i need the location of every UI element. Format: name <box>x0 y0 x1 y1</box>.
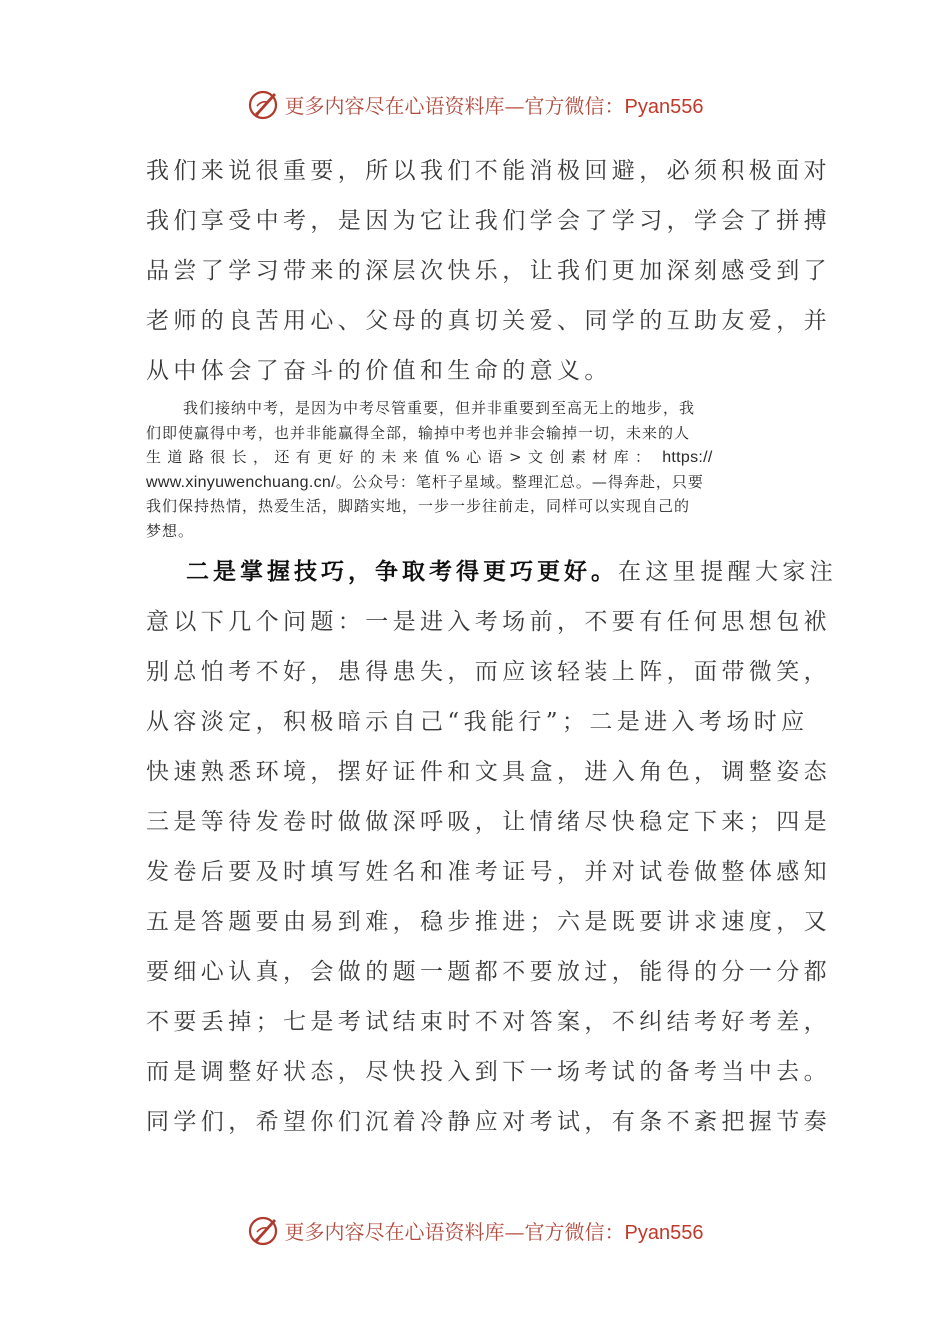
text-line: 生道路很长，还有更好的未来值%心语>文创素材库： https:// <box>146 448 713 466</box>
paragraph-1 <box>146 146 831 396</box>
text-line: 们即使赢得中考，也并非能赢得全部，输掉中考也并非会输掉一切，未来的人 <box>146 423 691 442</box>
text-line: 老师的良苦用心、父母的真切关爱、同学的互助友爱，并 <box>146 308 831 334</box>
footer-banner-text: 更多内容尽在心语资料库—官方微信：Pyan556 <box>284 1219 704 1244</box>
source-url-part2: www.xinyuwenchuang.cn/ <box>146 473 336 491</box>
header-wechat-id: Pyan556 <box>624 95 704 118</box>
text-line: 品尝了学习带来的深层次快乐，让我们更加深刻感受到了 <box>146 258 831 284</box>
text-line: 意以下几个问题：一是进入考场前，不要有任何思想包袱 <box>146 609 831 635</box>
text-line: 不要丢掉；七是考试结束时不对答案，不纠结考好考差， <box>146 1009 831 1035</box>
text-line: 我们接纳中考，是因为中考尽管重要，但并非重要到至高无上的地步，我 <box>183 399 696 417</box>
text-line: 发卷后要及时填写姓名和准考证号，并对试卷做整体感知 <box>146 859 831 885</box>
text-line: 快速熟悉环境，摆好证件和文具盒，进入角色，调整姿态 <box>146 759 831 785</box>
text-line: 我们享受中考，是因为它让我们学会了学习，学会了拼搏 <box>146 208 831 234</box>
text-line: 五是答题要由易到难，稳步推进；六是既要讲求速度，又 <box>146 909 831 935</box>
text-line: 我们保持热情，热爱生活，脚踏实地，一步一步往前走，同样可以实现自己的 <box>146 497 691 515</box>
text-line: 梦想。 <box>146 521 195 540</box>
quill-seal-logo-icon <box>247 1213 281 1247</box>
footer-banner <box>0 1210 950 1250</box>
quill-seal-logo-icon <box>247 87 281 121</box>
text-line: www.xinyuwenchuang.cn/。公众号：笔杆子星域。整理汇总。—得奔赴，只要 <box>146 472 704 491</box>
text-line: 别总怕考不好，患得患失，而应该轻装上阵，面带微笑， <box>146 659 831 685</box>
text-line: 而是调整好状态，尽快投入到下一场考试的备考当中去。 <box>146 1059 831 1085</box>
text-line: 要细心认真，会做的题一题都不要放过，能得的分一分都 <box>146 959 831 985</box>
footer-wechat-id: Pyan556 <box>624 1221 704 1244</box>
text-line: 我们来说很重要，所以我们不能消极回避，必须积极面对 <box>146 158 831 184</box>
text-line: 二是掌握技巧，争取考得更巧更好。在这里提醒大家注 <box>186 558 838 585</box>
text-line: 从容淡定，积极暗示自己“我能行”；二是进入考场时应 <box>146 709 809 735</box>
text-line: 从中体会了奋斗的价值和生命的意义。 <box>146 358 612 384</box>
source-url-part1: https:// <box>662 449 713 466</box>
paragraph-3 <box>146 547 838 1147</box>
header-banner <box>0 84 950 124</box>
section-heading: 二是掌握技巧，争取考得更巧更好。 <box>186 558 618 585</box>
text-line: 三是等待发卷时做做深呼吸，让情绪尽快稳定下来；四是 <box>146 809 831 835</box>
header-banner-text: 更多内容尽在心语资料库—官方微信：Pyan556 <box>284 93 704 118</box>
text-line: 同学们，希望你们沉着冷静应对考试，有条不紊把握节奏 <box>146 1109 831 1135</box>
paragraph-2 <box>146 396 806 543</box>
